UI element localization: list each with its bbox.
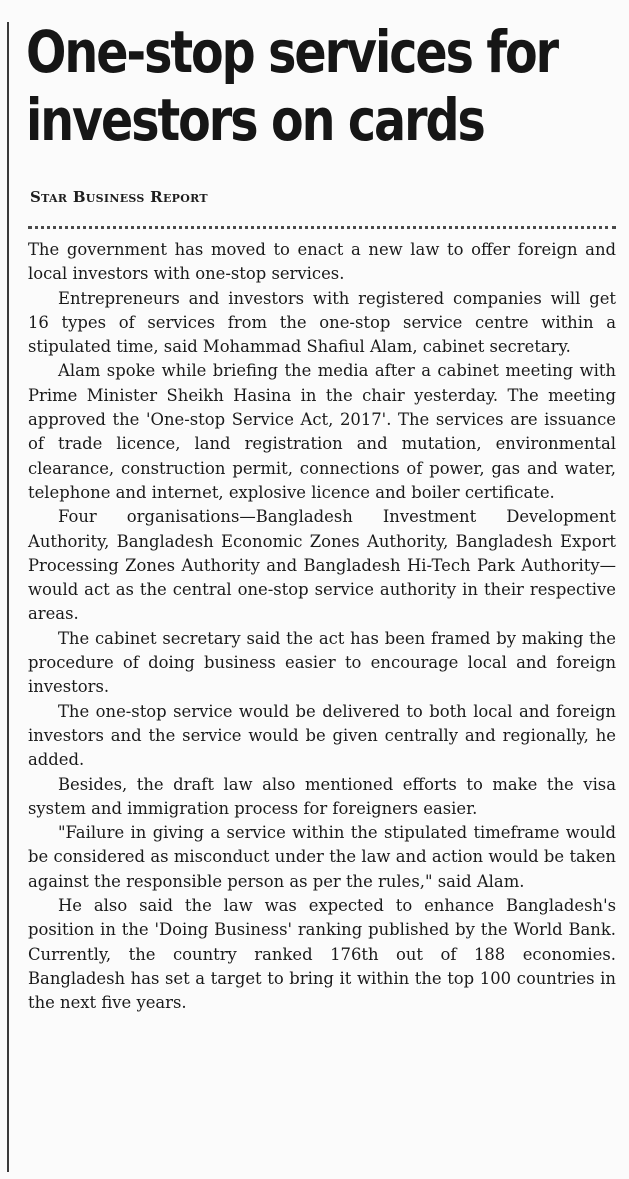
- headline: [26, 18, 558, 154]
- paragraph: The one-stop service would be delivered to both local and foreign investors and the service would be given centrally and regionally, he added.: [28, 701, 616, 770]
- paragraph: Alam spoke while briefing the media after a cabinet meeting with Prime Minister Sheikh Hasina in the chair yesterday. The meeting approved the 'One-stop Service Act, 2017'. The services are issuance of trade licence, land registration and mutation, environmental clearance, construction permit, connections of power, gas and water, telephone and internet, explosive licence and boiler certificate.: [28, 361, 616, 502]
- headline-line-2: investors on cards: [26, 86, 484, 154]
- column-rule: [7, 22, 9, 1172]
- dotted-divider: [28, 226, 616, 229]
- headline-line-1: One-stop services for: [26, 18, 558, 86]
- paragraph: He also said the law was expected to enhance Bangladesh's position in the 'Doing Business' ranking published by the World Bank. Currently, the country ranked 176th out of 188 economies. Bangladesh has set a target to bring it within the top 100 countries in the next five years.: [28, 896, 616, 1013]
- paragraph: Four organisations—Bangladesh Investment Development Authority, Bangladesh Economic Zones Authority, Bangladesh Export Processing Zones Authority and Bangladesh Hi-Tech Park Authority—would act as the central one-stop service authority in their respective areas.: [28, 507, 616, 624]
- paragraph: "Failure in giving a service within the stipulated timeframe would be considered as misconduct under the law and action would be taken against the responsible person as per the rules," said Alam.: [28, 823, 616, 891]
- paragraph: Besides, the draft law also mentioned efforts to make the visa system and immigration process for foreigners easier.: [28, 774, 616, 818]
- byline: Star Business Report: [30, 188, 208, 206]
- paragraph: Entrepreneurs and investors with registered companies will get 16 types of services from the one-stop service centre within a stipulated time, said Mohammad Shafiul Alam, cabinet secretary.: [28, 288, 616, 357]
- paragraph: The cabinet secretary said the act has been framed by making the procedure of doing business easier to encourage local and foreign investors.: [28, 628, 616, 697]
- paragraph: The government has moved to enact a new law to offer foreign and local investors with one-stop services.: [28, 240, 616, 284]
- article-body: [28, 238, 616, 1016]
